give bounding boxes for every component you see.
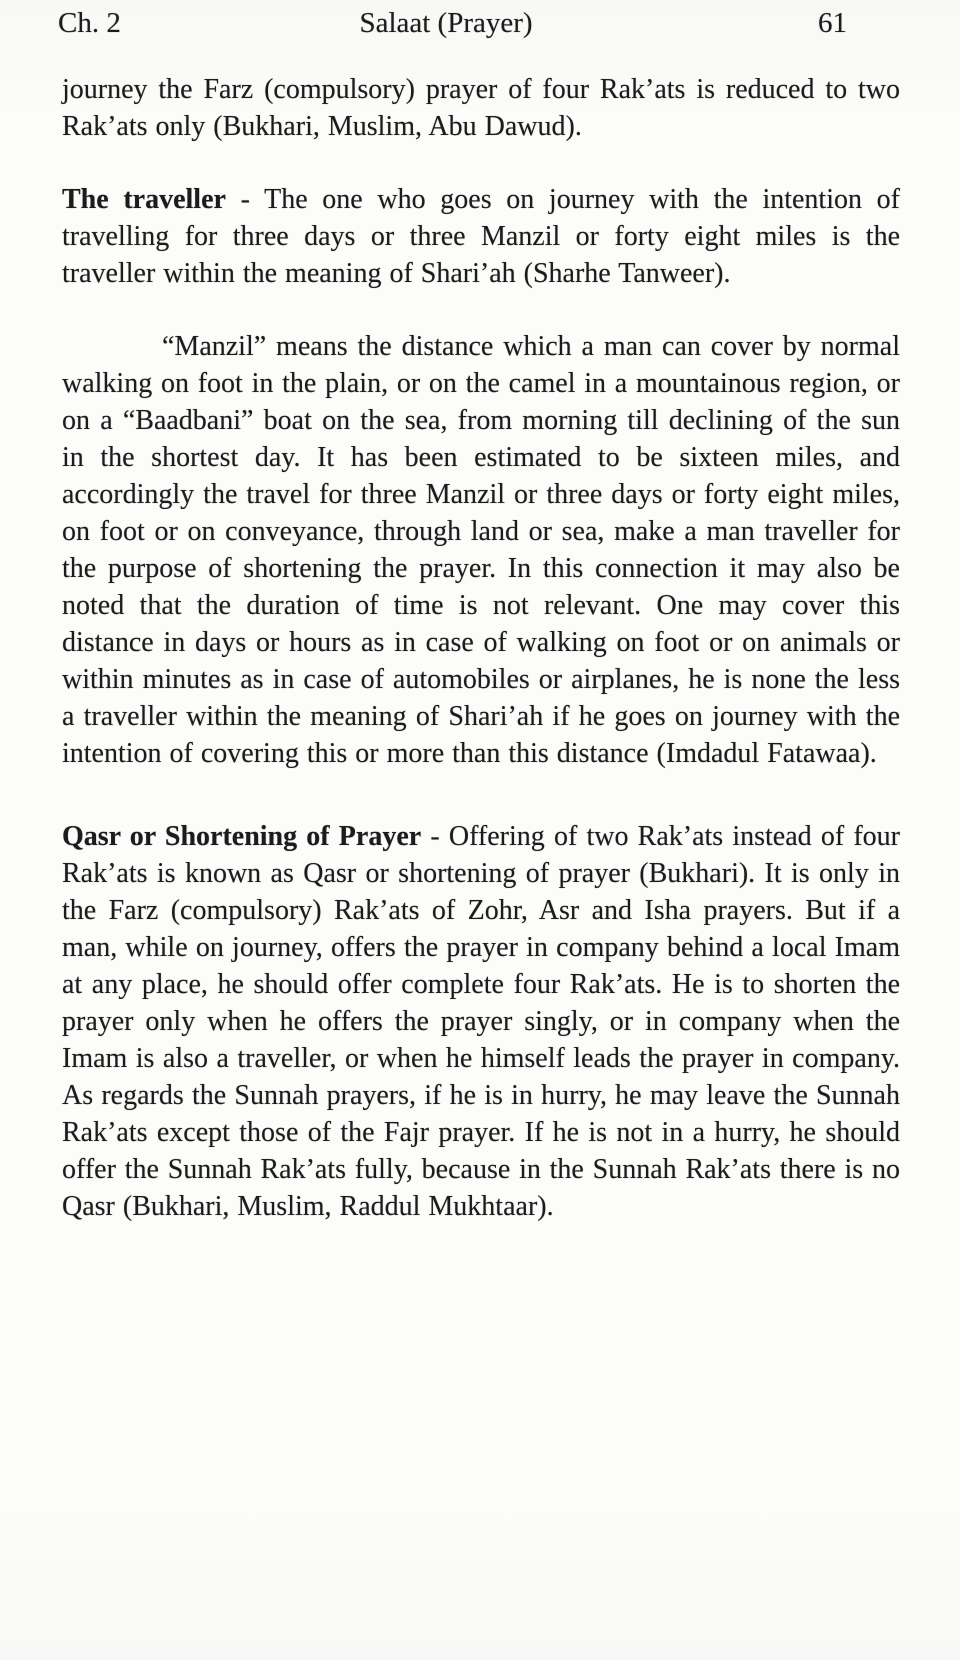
paragraph-manzil-definition [62, 328, 900, 772]
paragraph-lead: The traveller [62, 184, 226, 215]
chapter-label: Ch. 2 [58, 7, 121, 39]
paragraph-qasr-shortening [62, 818, 900, 1225]
paragraph-text: - Offering of two Rak’ats instead of four Rak’ats is known as Qasr or shortening of prayer (Bukhari). It is only in the Farz (compulsory) Rak’ats of Zohr, Asr and Isha prayers. But if a man, while on journey, offers the prayer in company behind a local Imam at any place, he should offer complete four Rak’ats. He is to shorten the prayer only when he offers the prayer singly, or in company when the Imam is also a traveller, or when he himself leads the prayer in company. As regards the Sunnah prayers, if he is in hurry, he may leave the Sunnah Rak’ats except those of the Fajr prayer. If he is not in a hurry, he should offer the Sunnah Rak’ats fully, because in the Sunnah Rak’ats there is no Qasr (Bukhari, Muslim, Raddul Mukhtaar). [62, 821, 900, 1222]
body-text [62, 71, 900, 1225]
paragraph-the-traveller [62, 181, 900, 292]
paragraph-journey-reduced [62, 71, 900, 145]
paragraph-text: “Manzil” means the distance which a man can cover by normal walking on foot in the plain, or on the camel in a mountainous region, or on a “Baadbani” boat on the sea, from morning till declining of the sun in the shortest day. It has been estimated to be sixteen miles, and accordingly the travel for three Manzil or three days or forty eight miles, on foot or on conveyance, through land or sea, make a man traveller for the purpose of shortening the prayer. In this connection it may also be noted that the duration of time is not relevant. One may cover this distance in days or hours as in case of walking on foot or on animals or within minutes as in case of automobiles or airplanes, he is none the less a traveller within the meaning of Shari’ah if he goes on journey with the intention of covering this or more than this distance (Imdadul Fatawaa). [62, 331, 900, 769]
page-number: 61 [818, 7, 847, 39]
paragraph-text: journey the Farz (compulsory) prayer of four Rak’ats is reduced to two Rak’ats only (Bukhari, Muslim, Abu Dawud). [62, 74, 900, 142]
page-title: Salaat (Prayer) [359, 7, 533, 39]
page-header [0, 0, 960, 44]
paragraph-text: - The one who goes on journey with the intention of travelling for three days or three Manzil or forty eight miles is the traveller within the meaning of Shari’ah (Sharhe Tanweer). [62, 184, 900, 289]
paragraph-lead: Qasr or Shortening of Prayer [62, 821, 422, 852]
